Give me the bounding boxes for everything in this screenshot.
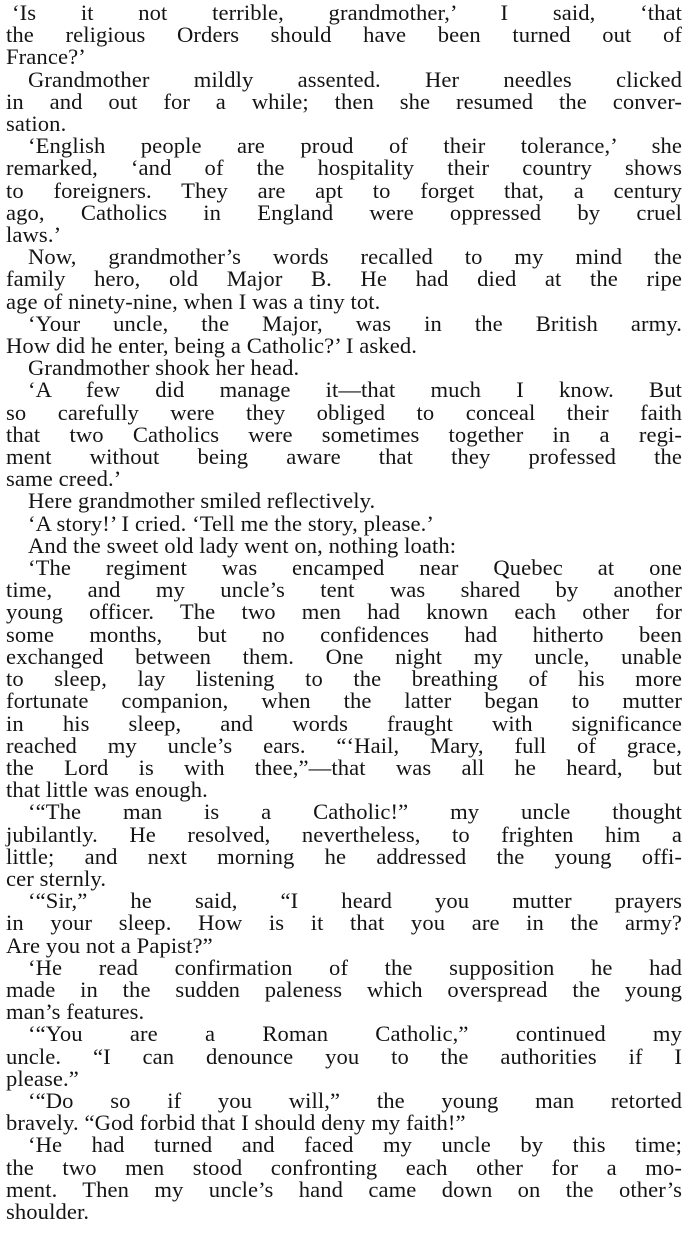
text-line: that two Catholics were sometimes together in a regi- xyxy=(6,421,682,447)
text-line: reached my uncle’s ears. “‘Hail, Mary, full of grace, xyxy=(6,732,682,758)
text-line: France?’ xyxy=(6,44,86,70)
text-line: the religious Orders should have been turned out of xyxy=(6,22,682,48)
text-line: ment without being aware that they professed the xyxy=(6,444,682,470)
text-line: ‘“You are a Roman Catholic,” continued my xyxy=(28,1021,682,1047)
text-line: to sleep, lay listening to the breathing of his more xyxy=(6,666,682,692)
text-line: ‘Your uncle, the Major, was in the British army. xyxy=(28,310,682,336)
text-line: ‘Is it not terrible, grandmother,’ I said, ‘that xyxy=(12,0,682,25)
text-line: in his sleep, and words fraught with significance xyxy=(6,710,682,736)
text-line: ago, Catholics in England were oppressed by cruel xyxy=(6,199,682,225)
text-line: Are you not a Papist?” xyxy=(6,932,213,958)
text-line: the two men stood confronting each other for a mo- xyxy=(6,1154,682,1180)
text-line: the Lord is with thee,”—that was all he heard, but xyxy=(6,754,682,780)
text-line: ‘A story!’ I cried. ‘Tell me the story, please.’ xyxy=(28,510,434,536)
text-line: fortunate companion, when the latter began to mutter xyxy=(6,688,682,714)
text-line: Now, grandmother’s words recalled to my mind the xyxy=(28,244,682,270)
text-line: laws.’ xyxy=(6,222,62,248)
text-line: How did he enter, being a Catholic?’ I asked. xyxy=(6,333,417,359)
text-line: that little was enough. xyxy=(6,777,208,803)
text-line: ‘English people are proud of their tolerance,’ she xyxy=(28,133,682,159)
article-text-column xyxy=(6,2,682,1223)
text-line: ‘“Do so if you will,” the young man retorted xyxy=(28,1087,682,1113)
text-line: time, and my uncle’s tent was shared by another xyxy=(6,577,682,603)
text-line: Here grandmother smiled reflectively. xyxy=(28,488,376,514)
text-line: same creed.’ xyxy=(6,466,122,492)
text-line: please.” xyxy=(6,1065,79,1091)
text-line: ‘The regiment was encamped near Quebec at one xyxy=(28,555,682,581)
text-line: ‘He read confirmation of the supposition he had xyxy=(28,954,682,980)
text-line: some months, but no confidences had hitherto been xyxy=(6,621,682,647)
text-line: man’s features. xyxy=(6,999,145,1025)
text-line: remarked, ‘and of the hospitality their country shows xyxy=(6,155,682,181)
text-line: made in the sudden paleness which overspread the young xyxy=(6,976,682,1002)
text-line: in your sleep. How is it that you are in the army? xyxy=(6,910,682,936)
text-line: so carefully were they obliged to conceal their faith xyxy=(6,399,682,425)
text-line: to foreigners. They are apt to forget that, a century xyxy=(6,177,682,203)
text-line: young officer. The two men had known each other for xyxy=(6,599,682,625)
text-line: sation. xyxy=(6,111,67,137)
text-line: age of ninety-nine, when I was a tiny tot. xyxy=(6,288,381,314)
text-line: family hero, old Major B. He had died at the ripe xyxy=(6,266,682,292)
text-line: ment. Then my uncle’s hand came down on the other’s xyxy=(6,1176,682,1202)
text-line: bravely. “God forbid that I should deny my faith!” xyxy=(6,1110,466,1136)
text-line: Grandmother mildly assented. Her needles clicked xyxy=(28,66,682,92)
text-line: cer sternly. xyxy=(6,865,107,891)
text-line: jubilantly. He resolved, nevertheless, to frighten him a xyxy=(6,821,682,847)
text-line: And the sweet old lady went on, nothing loath: xyxy=(28,532,457,558)
text-line: shoulder. xyxy=(6,1198,90,1224)
text-line: little; and next morning he addressed the young offi- xyxy=(6,843,682,869)
text-line: exchanged between them. One night my uncle, unable xyxy=(6,643,682,669)
text-line: ‘“Sir,” he said, “I heard you mutter prayers xyxy=(28,888,682,914)
text-line: uncle. “I can denounce you to the authorities if I xyxy=(6,1043,682,1069)
text-line: ‘“The man is a Catholic!” my uncle thought xyxy=(28,799,682,825)
text-line: in and out for a while; then she resumed the conver- xyxy=(6,88,682,114)
text-line: Grandmother shook her head. xyxy=(28,355,300,381)
text-line: ‘A few did manage it—that much I know. But xyxy=(28,377,682,403)
text-line: ‘He had turned and faced my uncle by this time; xyxy=(28,1132,682,1158)
